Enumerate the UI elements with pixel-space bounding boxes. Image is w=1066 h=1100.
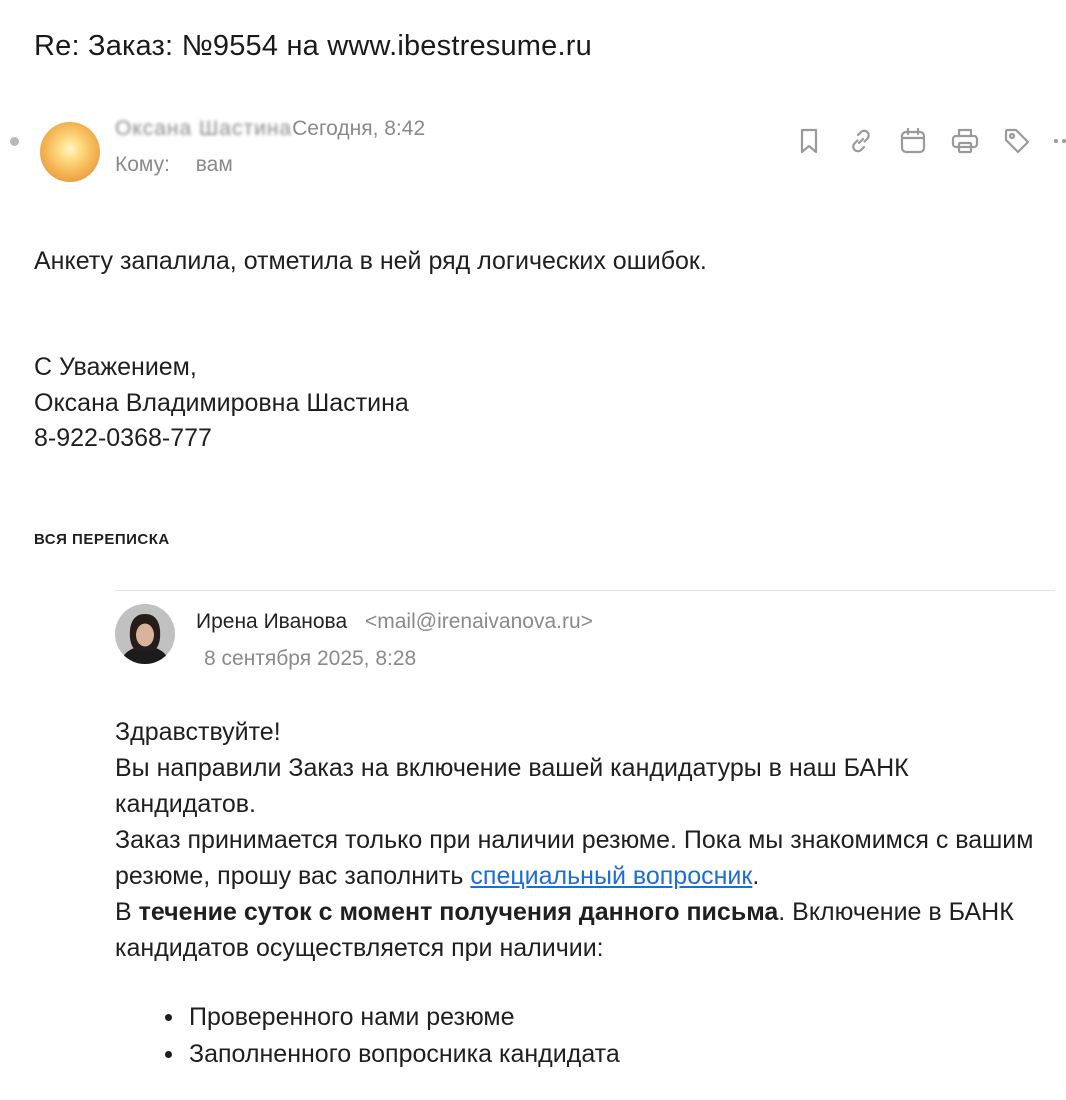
print-button[interactable]: [946, 122, 984, 160]
unread-indicator[interactable]: [10, 137, 19, 146]
quoted-paragraph-2-text: Заказ принимается только при наличии резюме. Пока мы знакомимся с вашим резюме, прошу вас заполнить: [115, 826, 1034, 890]
copy-link-button[interactable]: [842, 122, 880, 160]
message-toolbar: [790, 122, 1066, 160]
list-item: [115, 1036, 620, 1073]
print-icon: [949, 125, 981, 157]
quoted-sender-email[interactable]: <mail@irenaivanova.ru>: [364, 610, 593, 633]
calendar-icon: [897, 125, 929, 157]
message-subject: Re: Заказ: №9554 на www.ibestresume.ru: [34, 30, 592, 62]
bookmark-button[interactable]: [790, 122, 828, 160]
signature-phone: 8-922-0368-777: [34, 424, 212, 452]
calendar-button[interactable]: [894, 122, 932, 160]
tag-icon: [1001, 125, 1033, 157]
quoted-sender-avatar[interactable]: [115, 604, 175, 664]
quoted-paragraph-3: [115, 894, 1055, 966]
sender-row: [115, 115, 425, 143]
to-label: Кому:: [115, 153, 170, 176]
quoted-message-body: [115, 714, 1055, 966]
quoted-paragraph-3-bold: течение суток с момент получения данного письма: [138, 898, 779, 926]
quoted-paragraph-3-start: В: [115, 898, 139, 926]
tag-button[interactable]: [998, 122, 1036, 160]
sender-avatar[interactable]: [40, 122, 100, 182]
signature-greeting: С Уважением,: [34, 353, 197, 381]
more-button[interactable]: [1050, 122, 1066, 160]
message-body-text: Анкету запалила, отметила в ней ряд логических ошибок.: [34, 247, 707, 275]
sender-name[interactable]: Оксана Шастина: [115, 117, 293, 140]
signature-name: Оксана Владимировна Шастина: [34, 389, 409, 417]
bookmark-icon: [793, 125, 825, 157]
requirement-text: Заполненного вопросника кандидата: [189, 1040, 620, 1068]
thread-divider: [115, 590, 1055, 591]
requirement-text: Проверенного нами резюме: [189, 1003, 515, 1031]
message-date: Сегодня, 8:42: [292, 117, 426, 140]
thread-heading: ВСЯ ПЕРЕПИСКА: [34, 531, 170, 548]
more-icon: [1050, 125, 1066, 157]
bullet-icon: [165, 1051, 172, 1058]
quoted-date: 8 сентября 2025, 8:28: [204, 647, 417, 670]
quoted-paragraph-1: Вы направили Заказ на включение вашей кандидатуры в наш БАНК кандидатов.: [115, 754, 909, 818]
quoted-sender-name[interactable]: Ирена Иванова: [196, 610, 348, 633]
quoted-paragraph-2-end: .: [752, 862, 760, 890]
questionnaire-link[interactable]: специальный вопросник: [470, 862, 753, 890]
quoted-sender-row: [196, 610, 593, 634]
to-value[interactable]: вам: [195, 153, 233, 176]
recipient-row: [115, 153, 233, 177]
bullet-icon: [165, 1014, 172, 1021]
quoted-greeting: Здравствуйте!: [115, 718, 281, 746]
list-item: [115, 999, 620, 1036]
link-icon: [845, 125, 877, 157]
quoted-paragraph-3-end: . Включение в БАНК кандидатов осуществляется при наличии:: [115, 898, 1014, 962]
quoted-paragraph-2: [115, 822, 1055, 894]
requirements-list: [115, 999, 620, 1073]
